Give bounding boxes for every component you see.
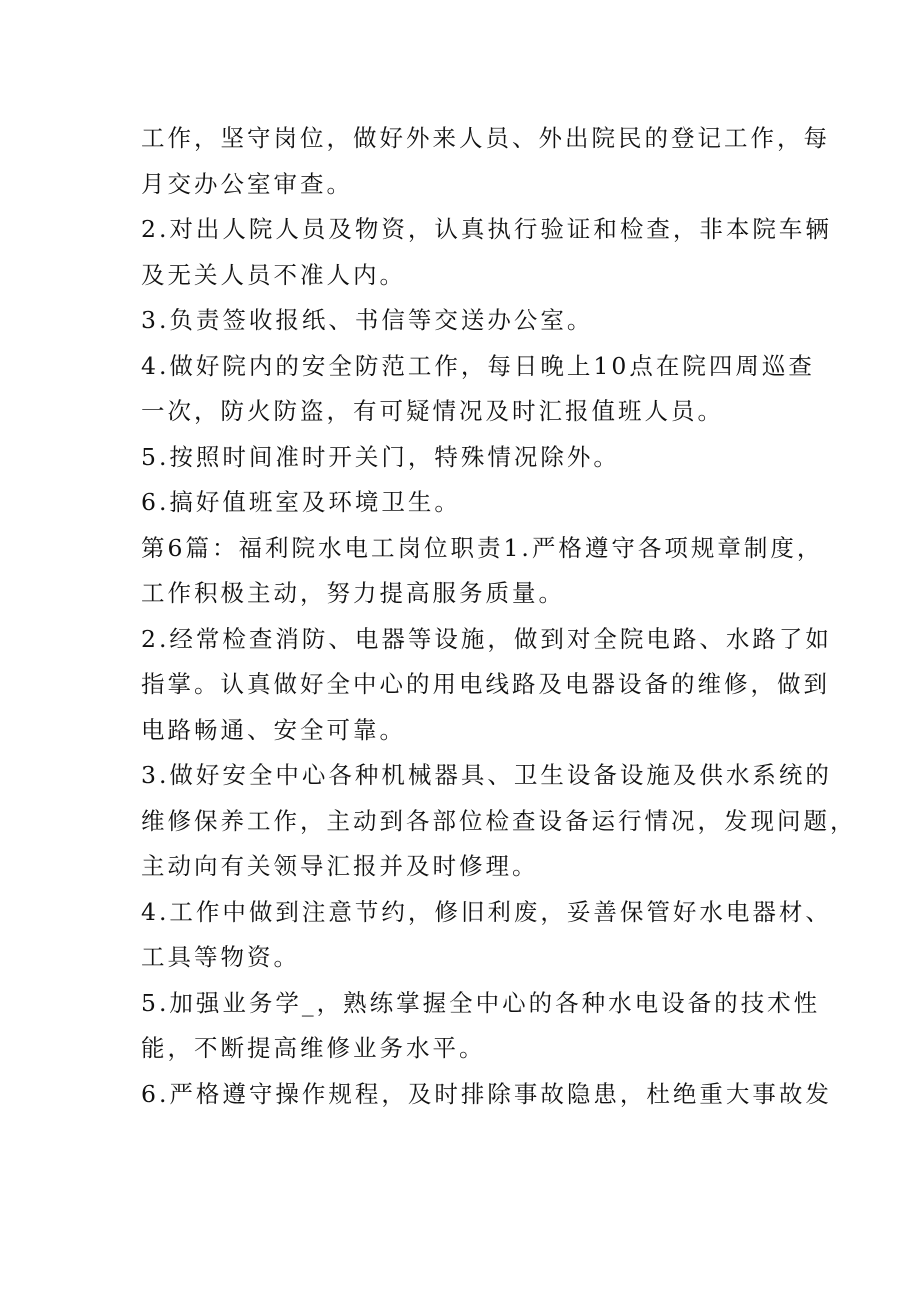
text-line: 能，不断提高维修业务水平。: [141, 1034, 486, 1062]
text-line: 工作积极主动，努力提高服务质量。: [141, 579, 565, 607]
text-line: 3.负责签收报纸、书信等交送办公室。: [141, 306, 594, 334]
text-line: 工具等物资。: [141, 943, 300, 971]
text-line: 6.严格遵守操作规程，及时排除事故隐患，杜绝重大事故发: [141, 1079, 832, 1108]
text-line: 月交办公室审查。: [141, 169, 353, 198]
text-line: 4.工作中做到注意节约，修旧利废，妥善保管好水电器材、: [141, 897, 832, 926]
text-line: 及无关人员不准人内。: [141, 260, 406, 289]
text-line: 电路畅通、安全可靠。: [141, 715, 406, 744]
section-heading-line: 第6篇：福利院水电工岗位职责1.严格遵守各项规章制度，: [141, 533, 824, 562]
text-line: 2.经常检查消防、电器等设施，做到对全院电路、水路了如: [141, 624, 832, 653]
text-line: 一次，防火防盗，有可疑情况及时汇报值班人员。: [141, 397, 724, 425]
text-line: 5.加强业务学_，熟练掌握全中心的各种水电设备的技术性: [141, 988, 821, 1017]
text-line: 维修保养工作，主动到各部位检查设备运行情况，发现问题，: [141, 806, 857, 835]
text-line: 6.搞好值班室及环境卫生。: [141, 488, 461, 516]
text-line: 主动向有关领导汇报并及时修理。: [141, 852, 539, 880]
text-line: 4.做好院内的安全防范工作，每日晚上10点在院四周巡查: [141, 351, 815, 380]
text-line: 指掌。认真做好全中心的用电线路及电器设备的维修，做到: [141, 670, 830, 698]
document-body: [141, 116, 857, 1117]
text-line: 5.按照时间准时开关门，特殊情况除外。: [141, 442, 620, 471]
text-line: 工作，坚守岗位，做好外来人员、外出院民的登记工作，每: [141, 124, 830, 152]
text-line: 2.对出人院人员及物资，认真执行验证和检查，非本院车辆: [141, 215, 832, 243]
text-line: 3.做好安全中心各种机械器具、卫生设备设施及供水系统的: [141, 761, 832, 789]
